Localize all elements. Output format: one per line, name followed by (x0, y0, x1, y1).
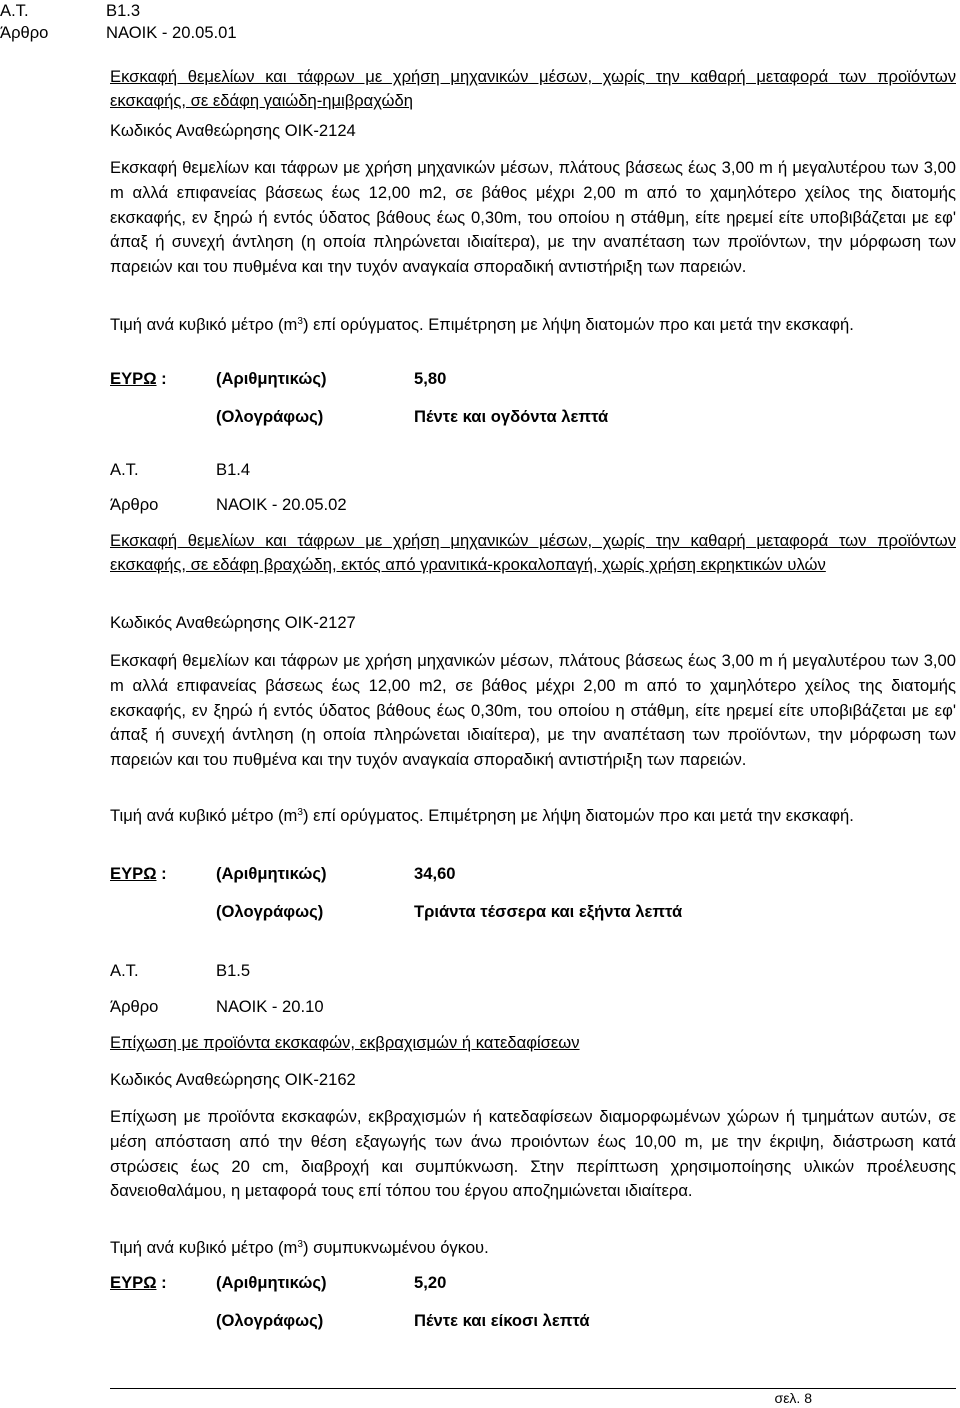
words-value: Πέντε και ογδόντα λεπτά (414, 407, 609, 426)
numeric-label: (Αριθμητικώς) (216, 1273, 327, 1292)
numeric-label: (Αριθμητικώς) (216, 864, 327, 883)
item-1-unit (110, 313, 956, 338)
words-label: (Ολογράφως) (216, 407, 324, 426)
item-1-title: Εκσκαφή θεμελίων και τάφρων με χρήση μηχανικών μέσων, χωρίς την καθαρή μεταφορά των προϊόντων εκσκαφής, σε εδάφη γαιώδη-ημιβραχώδη (110, 67, 956, 110)
unit-post: ) επί ορύγματος. Επιμέτρηση με λήψη διατομών προ και μετά την εκσκαφή. (302, 315, 854, 334)
item-3-code: Κωδικός Αναθεώρησης ΟΙΚ-2162 (110, 1070, 356, 1089)
unit-sup: 3 (297, 1239, 303, 1250)
footer-rule (110, 1388, 956, 1389)
words-value: Τριάντα τέσσερα και εξήντα λεπτά (414, 902, 683, 921)
words-value: Πέντε και είκοσι λεπτά (414, 1311, 590, 1330)
item-3-description: Επίχωση με προϊόντα εκσκαφών, εκβραχισμών ή κατεδαφίσεων διαμορφωμένων χώρων ή τμημάτων αυτών, σε μέση απόσταση από την θέση εξαγωγής των άνω προιόντων έως 10,00 m, με την έκριψη, διάστρωση κατά στρώσεις έως 20 cm, διαβροχή και συμπύκνωση. Στην περίπτωση χρησιμοποίησης υλικών προέλευσης δανειοθαλάμου, η μεταφορά τους επί τόπου του έργου αποζημιώνεται ιδιαίτερα. (110, 1107, 956, 1201)
numeric-label: (Αριθμητικώς) (216, 369, 327, 388)
unit-post: ) επί ορύγματος. Επιμέτρηση με λήψη διατομών προ και μετά την εκσκαφή. (302, 806, 854, 825)
item-3-unit (110, 1236, 956, 1261)
item-2-description: Εκσκαφή θεμελίων και τάφρων με χρήση μηχανικών μέσων, πλάτους βάσεως έως 3,00 m ή μεγαλυτέρου των 3,00 m αλλά επιφανείας βάσεως έως 12,00 m2, σε βάθος μέχρι 2,00 m από το χαμηλότερο χείλος της διατομής εκσκαφής, εν ξηρώ ή εντός ύδατος βάθους έως 0,30m, του οποίου η στάθμη, είτε ηρεμεί είτε υποβιβάζεται με εφ' άπαξ ή συνεχή άντληση (η οποία πληρώνεται ιδιαίτερα), με την αναπέταση των προϊόντων, την μόρφωση των παρειών και του πυθμένα και την τυχόν αναγκαία σποραδική αντιστήριξη των παρειών. (110, 651, 956, 770)
item-2-price (110, 864, 956, 954)
currency-label: ΕΥΡΩ : (110, 369, 167, 388)
at-value: Β1.5 (216, 961, 251, 980)
unit-sup: 3 (297, 316, 303, 327)
item-1-price (110, 369, 956, 459)
item-2-unit (110, 804, 956, 829)
at-value: Β1.3 (106, 1, 141, 20)
words-label: (Ολογράφως) (216, 902, 324, 921)
currency-label: ΕΥΡΩ : (110, 864, 167, 883)
words-label: (Ολογράφως) (216, 1311, 324, 1330)
item-3-price (110, 1273, 956, 1363)
item-2-title: Εκσκαφή θεμελίων και τάφρων με χρήση μηχανικών μέσων, χωρίς την καθαρή μεταφορά των προϊόντων εκσκαφής, σε εδάφη βραχώδη, εκτός από γρανιτικά-κροκαλοπαγή, χωρίς χρήση εκρηκτικών υλών (110, 531, 956, 574)
numeric-value: 34,60 (414, 864, 456, 883)
page-number: σελ. 8 (774, 1390, 812, 1406)
article-label: Άρθρο (110, 495, 159, 514)
item-2-code: Κωδικός Αναθεώρησης ΟΙΚ-2127 (110, 613, 356, 632)
article-label: Άρθρο (110, 997, 159, 1016)
article-value: ΝΑΟΙΚ - 20.10 (216, 997, 324, 1016)
numeric-value: 5,80 (414, 369, 447, 388)
article-value: ΝΑΟΙΚ - 20.05.01 (106, 23, 237, 42)
unit-sup: 3 (297, 807, 303, 818)
unit-pre: Τιμή ανά κυβικό μέτρο (m (110, 1238, 298, 1257)
item-1-code: Κωδικός Αναθεώρησης ΟΙΚ-2124 (110, 121, 356, 140)
unit-post: ) συμπυκνωμένου όγκου. (302, 1238, 489, 1257)
item-1-description: Εκσκαφή θεμελίων και τάφρων με χρήση μηχανικών μέσων, πλάτους βάσεως έως 3,00 m ή μεγαλυτέρου των 3,00 m αλλά επιφανείας βάσεως έως 12,00 m2, σε βάθος μέχρι 2,00 m από το χαμηλότερο χείλος της διατομής εκσκαφής, εν ξηρώ ή εντός ύδατος βάθους έως 0,30m, του οποίου η στάθμη, είτε ηρεμεί είτε υποβιβάζεται με εφ' άπαξ ή συνεχή άντληση (η οποία πληρώνεται ιδιαίτερα), με την αναπέταση των προϊόντων, την μόρφωση των παρειών και του πυθμένα και την τυχόν αναγκαία σποραδική αντιστήριξη των παρειών. (110, 158, 956, 277)
at-value: Β1.4 (216, 460, 251, 479)
item-3-title: Επίχωση με προϊόντα εκσκαφών, εκβραχισμών ή κατεδαφίσεων (110, 1033, 580, 1052)
article-label: Άρθρο (0, 23, 49, 42)
at-label: Α.Τ. (110, 961, 139, 980)
numeric-value: 5,20 (414, 1273, 447, 1292)
unit-pre: Τιμή ανά κυβικό μέτρο (m (110, 315, 298, 334)
at-label: Α.Τ. (0, 1, 29, 20)
unit-pre: Τιμή ανά κυβικό μέτρο (m (110, 806, 298, 825)
item-1-header (0, 0, 590, 48)
at-label: Α.Τ. (110, 460, 139, 479)
article-value: ΝΑΟΙΚ - 20.05.02 (216, 495, 347, 514)
currency-label: ΕΥΡΩ : (110, 1273, 167, 1292)
